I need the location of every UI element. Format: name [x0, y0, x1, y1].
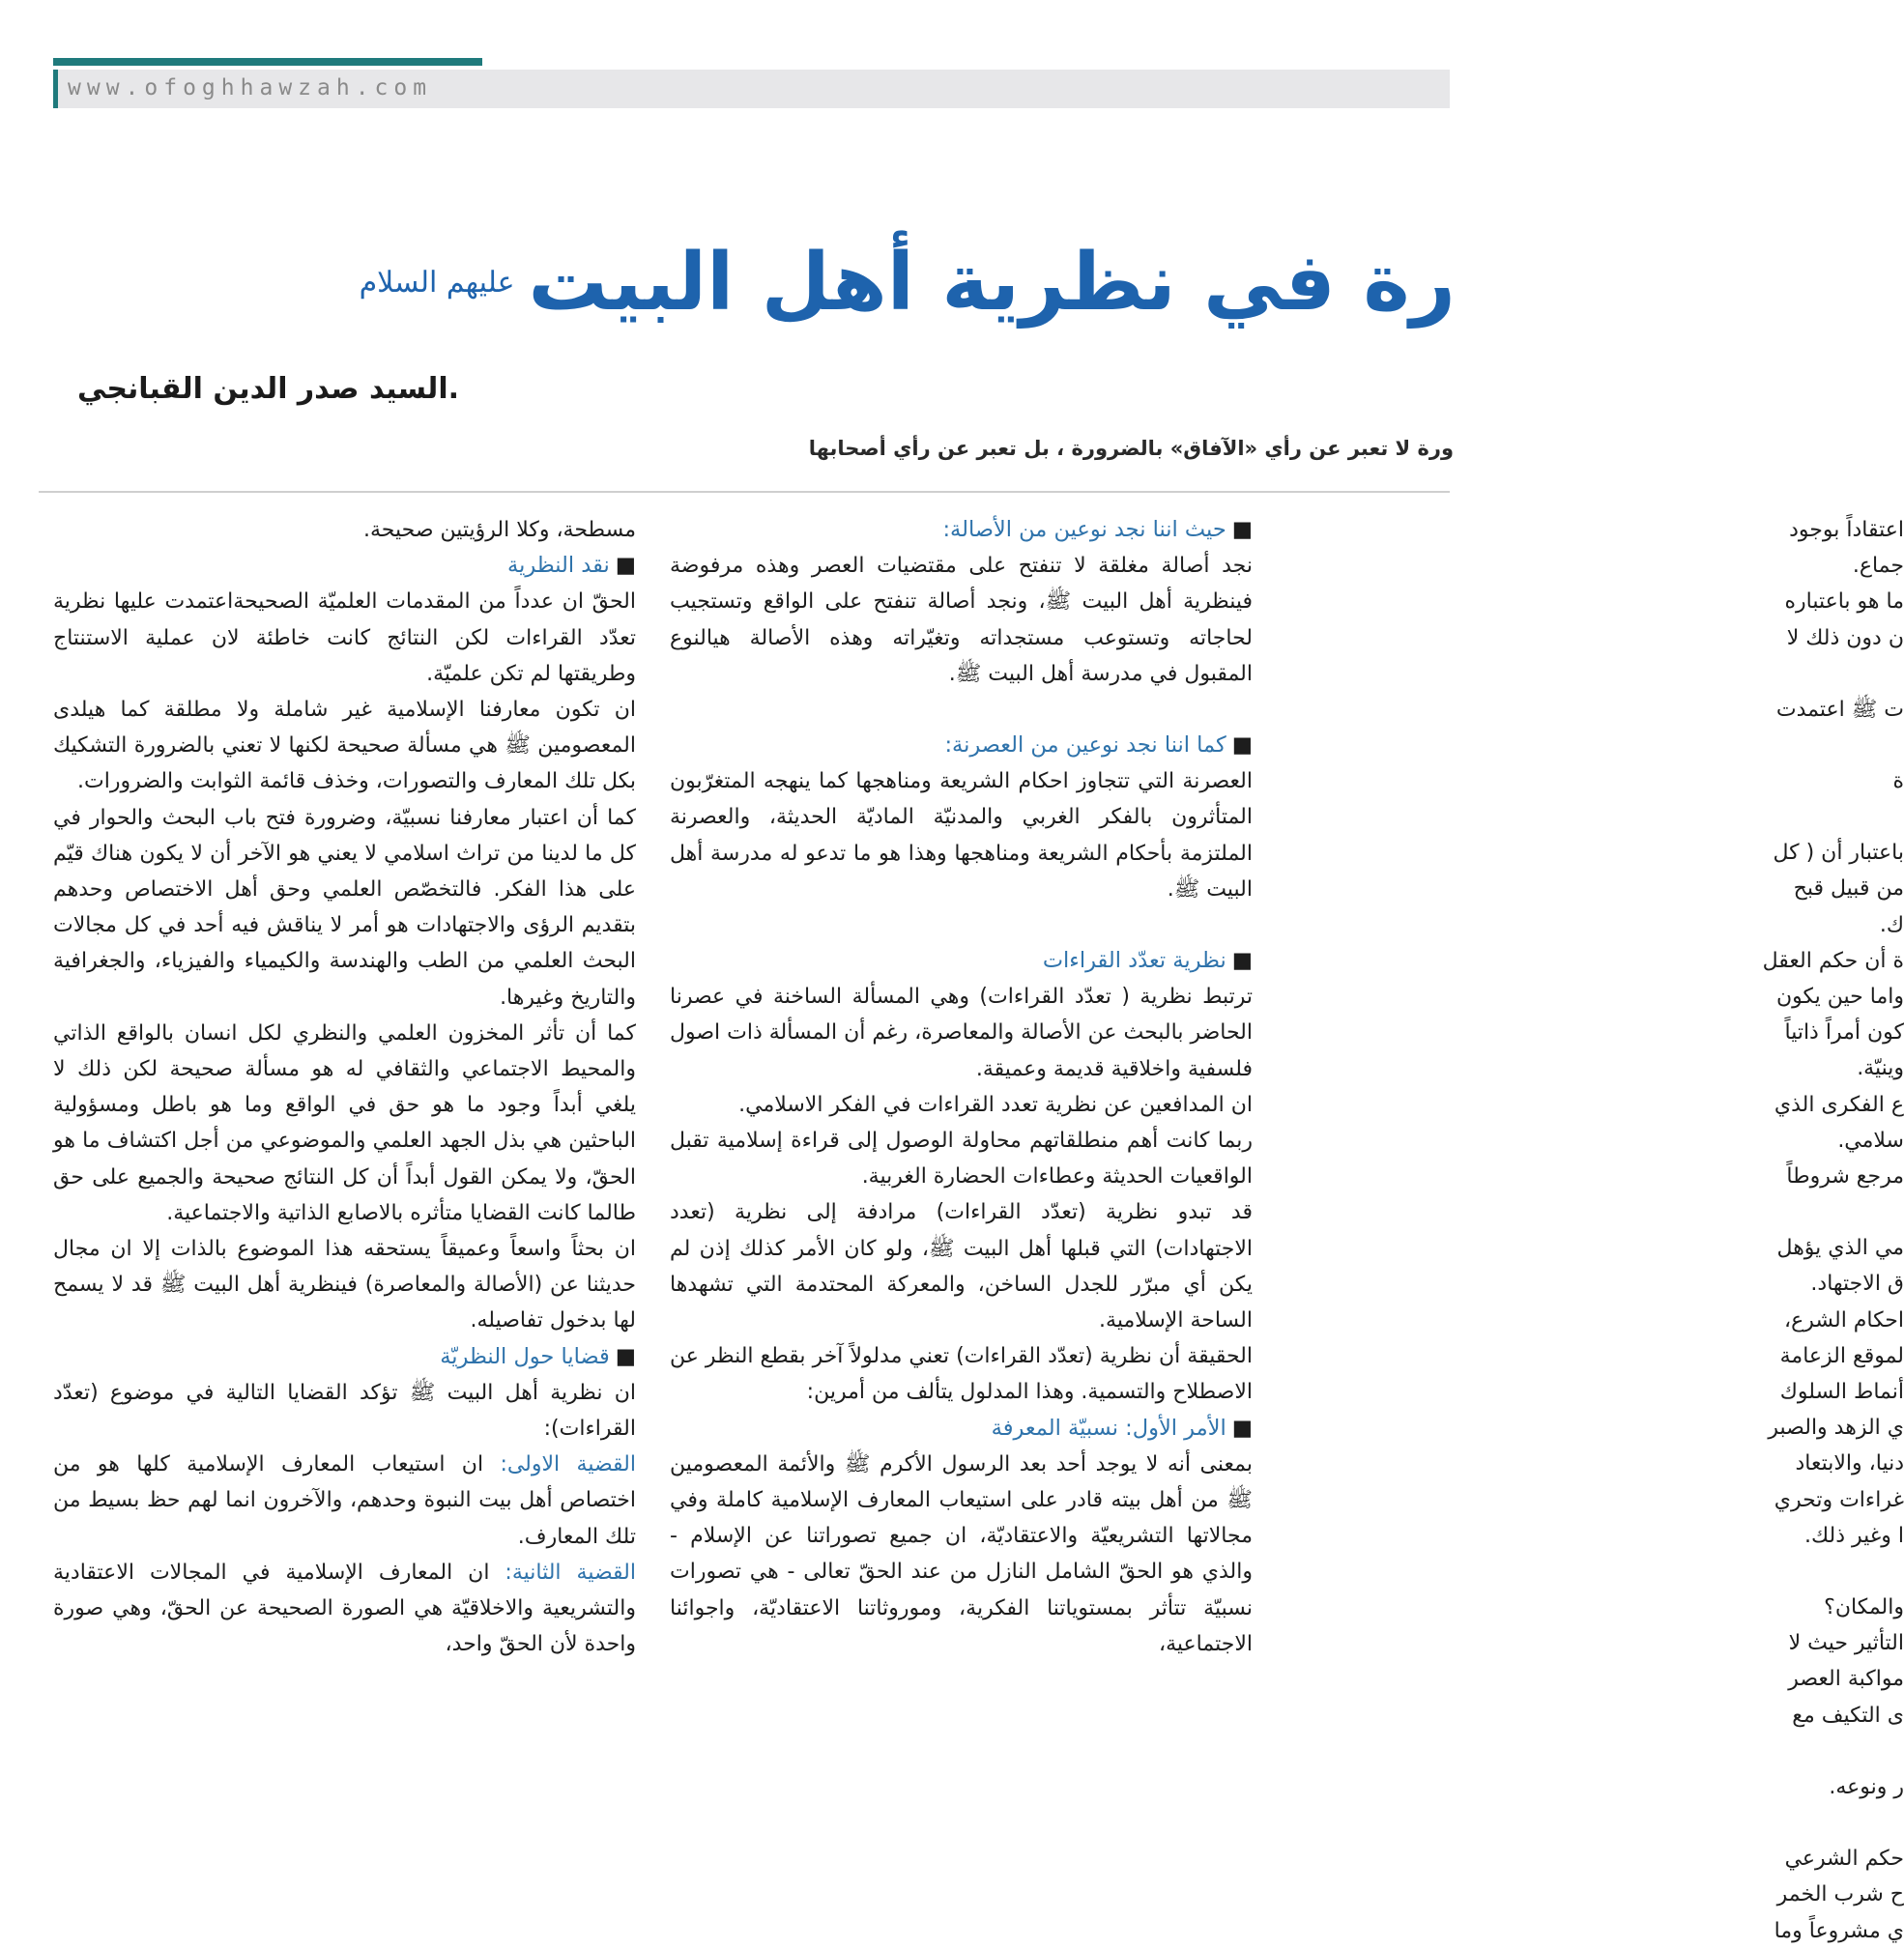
- spacer: [1285, 728, 1904, 763]
- spacer: [670, 692, 1253, 728]
- line-fragment: وينيّة.: [1857, 1056, 1904, 1081]
- line-fragment: أنماط السلوك: [1779, 1380, 1904, 1405]
- spacer: [1285, 1554, 1904, 1590]
- spacer: [1285, 799, 1904, 835]
- paragraph: بمعنى أنه لا يوجد أحد بعد الرسول الأكرم ﷺ والأئمة المعصومين ﷺ من أهل بيته قادر على استيعاب المعارف الإسلامية كاملة وفي مجالاتها التشريعيّة والاعتقاديّة، ان جميع تصوراتنا عن الإسلام - والذي هو الحقّ الشامل النازل من عند الحقّ تعالى - هي تصورات نسبيّة تتأثر بمستوياتنا الفكرية، وموروثاتنا الاعتقاديّة، واجوائنا الاجتماعية،: [670, 1451, 1253, 1656]
- line-fragment: ي مشروعاً وما: [1774, 1918, 1904, 1943]
- line-fragment: مي الذي يؤهل: [1776, 1236, 1904, 1261]
- square-bullet-icon: ■: [615, 553, 636, 579]
- line-fragment: من قبيل قبح: [1793, 876, 1904, 902]
- square-bullet-icon: ■: [1231, 732, 1253, 759]
- section-heading: ■كما اننا نجد نوعين من العصرنة:: [944, 732, 1253, 759]
- text-column-left: [53, 512, 636, 1930]
- line-fragment: اعتقاداً بوجود: [1789, 518, 1904, 542]
- section-heading: ■نظرية تعدّد القراءات: [1042, 948, 1253, 974]
- line-fragment: ت ﷺ اعتمدت: [1775, 697, 1904, 722]
- line-fragment: ك.: [1879, 912, 1904, 937]
- section-heading: ■قضايا حول النظريّة: [440, 1343, 636, 1369]
- line-fragment: غراءات وتحري: [1774, 1487, 1904, 1512]
- paragraph: الحقيقة أن نظرية (تعدّد القراءات) تعني مدلولاً آخر بقطع النظر عن الاصطلاح والتسمية. وهذا المدلول يتألف من أمرين:: [670, 1344, 1253, 1405]
- line-fragment: ع الفكرى الذي: [1774, 1092, 1904, 1117]
- line-fragment: ة أن حكم العقل: [1762, 948, 1904, 973]
- header-divider: [39, 491, 1450, 493]
- paragraph: ترتبط نظرية ( تعدّد القراءات) وهي المسألة الساخنة في عصرنا الحاضر بالبحث عن الأصالة والمعاصرة، رغم أن المسألة ذات اصول فلسفية واخلاقية قديمة وعميقة.: [670, 985, 1253, 1081]
- section-heading: ■حيث اننا نجد نوعين من الأصالة:: [942, 517, 1253, 542]
- text-column-middle: [670, 512, 1253, 1930]
- honorific-calligraphy: عليهم السلام: [359, 265, 515, 300]
- paragraph: العصرنة التي تتجاوز احكام الشريعة ومناهجها كما ينهجه المتغرّبون المتأثرون بالفكر الغربي والمدنيّة الماديّة الحديثة، والعصرنة الملتزمة بأحكام الشريعة ومناهجها وهذا هو ما تدعو له مدرسة أهل البيت ﷺ.: [670, 769, 1253, 902]
- header-accent-bar: [53, 58, 482, 66]
- line-fragment: حكم الشرعي: [1784, 1847, 1904, 1872]
- section-heading: ■نقد النظرية: [507, 553, 636, 579]
- paragraph: ربما كانت أهم منطلقاتهم محاولة الوصول إلى قراءة إسلامية تقبل الواقعيات الحديثة وعطاءات الحضارة الغربية.: [670, 1129, 1253, 1189]
- editorial-disclaimer: [580, 437, 1454, 475]
- line-fragment: ي الزهد والصبر: [1768, 1416, 1904, 1441]
- paragraph: ان تكون معارفنا الإسلامية غير شاملة ولا مطلقة كما هيلدى المعصومين ﷺ هي مسألة صحيحة لكنها لا تعني بالضرورة التشكيك بكل تلك المعارف والتصورات، وخذف قائمة الثوابت والضرورات.: [53, 698, 636, 794]
- paragraph: ان بحثاً واسعاً وعميقاً يستحقه هذا الموضوع بالذات إلا ان مجال حديثنا عن (الأصالة والمعاصرة) فينظرية أهل البيت ﷺ قد لا يسمح لها بدخول تفاصيله.: [53, 1237, 636, 1333]
- line-fragment: سلامي.: [1837, 1128, 1904, 1153]
- site-url[interactable]: www.ofoghhawzah.com: [68, 75, 433, 100]
- article-title-text: رة في نظرية أهل البيت: [528, 237, 1456, 329]
- paragraph: كما أن تأثر المخزون العلمي والنظري لكل انسان بالواقع الذاتي والمحيط الاجتماعي والثقافي له هو مسألة صحيحة لكن ذلك لا يلغي أبداً وجود ما هو حق في الواقع وما هو باطل ومسؤولية الباحثين هي بذل الجهد العلمي والموضوعي من أجل اكتشاف ما هو الحقّ، ولا يمكن القول أبداً أن كل النتائج صحيحة والجميع على حق طالما كانت القضايا متأثره بالاصابع الذاتية والاجتماعية.: [53, 1020, 636, 1225]
- paragraph: ان نظرية أهل البيت ﷺ تؤكد القضايا التالية في موضوع (تعدّد القراءات):: [53, 1380, 636, 1442]
- paragraph: مسطحة، وكلا الرؤيتين صحيحة.: [363, 518, 636, 542]
- line-fragment: مرجع شروطاً: [1786, 1164, 1904, 1189]
- paragraph: نجد أصالة مغلقة لا تنفتح على مقتضيات العصر وهذه مرفوضة فينظرية أهل البيت ﷺ، ونجد أصالة تنفتح على الواقع وتستجيب لحاجاته وتستوعب مستجداته وتغيّراته وهذه الأصالة هيالنوع المقبول في مدرسة أهل البيت ﷺ.: [670, 554, 1253, 686]
- spacer: [1285, 1734, 1904, 1769]
- line-fragment: دنيا، والابتعاد: [1795, 1451, 1904, 1476]
- paragraph: القضية الثانية: ان المعارف الإسلامية في المجالات الاعتقادية والتشريعية والاخلاقيّة هي الصورة الصحيحة عن الحقّ، وهي صورة واحدة لأن الحقّ واحد،: [53, 1560, 636, 1657]
- line-fragment: ا وغير ذلك.: [1803, 1523, 1904, 1548]
- line-fragment: كون أمراً ذاتياً: [1784, 1020, 1904, 1046]
- paragraph: كما أن اعتبار معارفنا نسبيّة، وضرورة فتح باب البحث والحوار في كل ما لدينا من تراث اسلامي لا يعني هو الآخر أن لا يكون هناك قيّم على هذا الفكر. فالتخصّص العلمي وحق أهل الاختصاص وحدهم بتقديم الرؤى والاجتهادات هو أمر لا يناقش فيه أحد في كل مجالات البحث العلمي من الطب والهندسة والكيمياء والفيزياء، والجغرافية والتاريخ وغيرها.: [53, 805, 636, 1010]
- line-fragment: جماع.: [1852, 554, 1904, 579]
- square-bullet-icon: ■: [615, 1343, 636, 1369]
- case-label: القضية الثانية:: [505, 1560, 636, 1585]
- line-fragment: ق الاجتهاد.: [1810, 1272, 1904, 1297]
- line-fragment: والمكان؟: [1824, 1595, 1904, 1620]
- paragraph: القضية الاولى: ان استيعاب المعارف الإسلامية كلها هو من اختصاص أهل بيت النبوة وحدهم، والآخرون انما لهم حظ بسيط من تلك المعارف.: [53, 1452, 636, 1549]
- line-fragment: ن دون ذلك لا: [1786, 625, 1904, 650]
- line-fragment: مواكبة العصر: [1788, 1667, 1904, 1692]
- disclaimer-text: ورة لا تعبر عن رأي «الآفاق» بالضرورة ، بل تعبر عن رأي أصحابها: [808, 437, 1454, 460]
- line-fragment: واما حين يكون: [1776, 985, 1904, 1010]
- line-fragment: باعتبار أن ( كل: [1773, 841, 1904, 866]
- section-heading: ■الأمر الأول: نسبيّة المعرفة: [991, 1415, 1253, 1441]
- line-fragment: ر ونوعه.: [1829, 1774, 1904, 1799]
- text-column-right-cropped: [1285, 512, 1904, 1943]
- paragraph: الحقّ ان عدداً من المقدمات العلميّة الصحيحةاعتمدت عليها نظرية تعدّد القراءات لكن النتائج كانت خاطئة لان عملية الاستنتاج وطريقتها لم تكن علميّة.: [53, 589, 636, 686]
- line-fragment: لموقع الزعامة: [1779, 1343, 1904, 1368]
- spacer: [1285, 1805, 1904, 1841]
- line-fragment: ح شرب الخمر: [1776, 1882, 1904, 1907]
- paragraph: ان المدافعين عن نظرية تعدد القراءات في الفكر الاسلامي.: [738, 1092, 1253, 1117]
- square-bullet-icon: ■: [1231, 517, 1253, 542]
- line-fragment: ى التكيف مع: [1792, 1703, 1904, 1728]
- line-fragment: ما هو باعتباره: [1784, 589, 1904, 615]
- spacer: [670, 907, 1253, 943]
- line-fragment: احكام الشرع،: [1784, 1307, 1904, 1333]
- square-bullet-icon: ■: [1231, 948, 1253, 974]
- square-bullet-icon: ■: [1231, 1415, 1253, 1441]
- article-title: [359, 237, 1456, 353]
- spacer: [1285, 656, 1904, 692]
- case-label: القضية الاولى:: [500, 1452, 636, 1477]
- article-author: .السيد صدر الدين القبانجي: [77, 372, 459, 406]
- line-fragment: التأثير حيث لا: [1788, 1631, 1904, 1656]
- spacer: [1285, 1194, 1904, 1230]
- paragraph: قد تبدو نظرية (تعدّد القراءات) مرادفة إلى نظرية (تعدد الاجتهادات) التي قبلها أهل البيت ﷺ، ولو كان الأمر كذلك إذن لم يكن أي مبرّر للجدل الساخن، والمعركة المحتدمة التي تشهدها الساحة الإسلامية.: [670, 1200, 1253, 1333]
- line-fragment: ة: [1892, 769, 1904, 794]
